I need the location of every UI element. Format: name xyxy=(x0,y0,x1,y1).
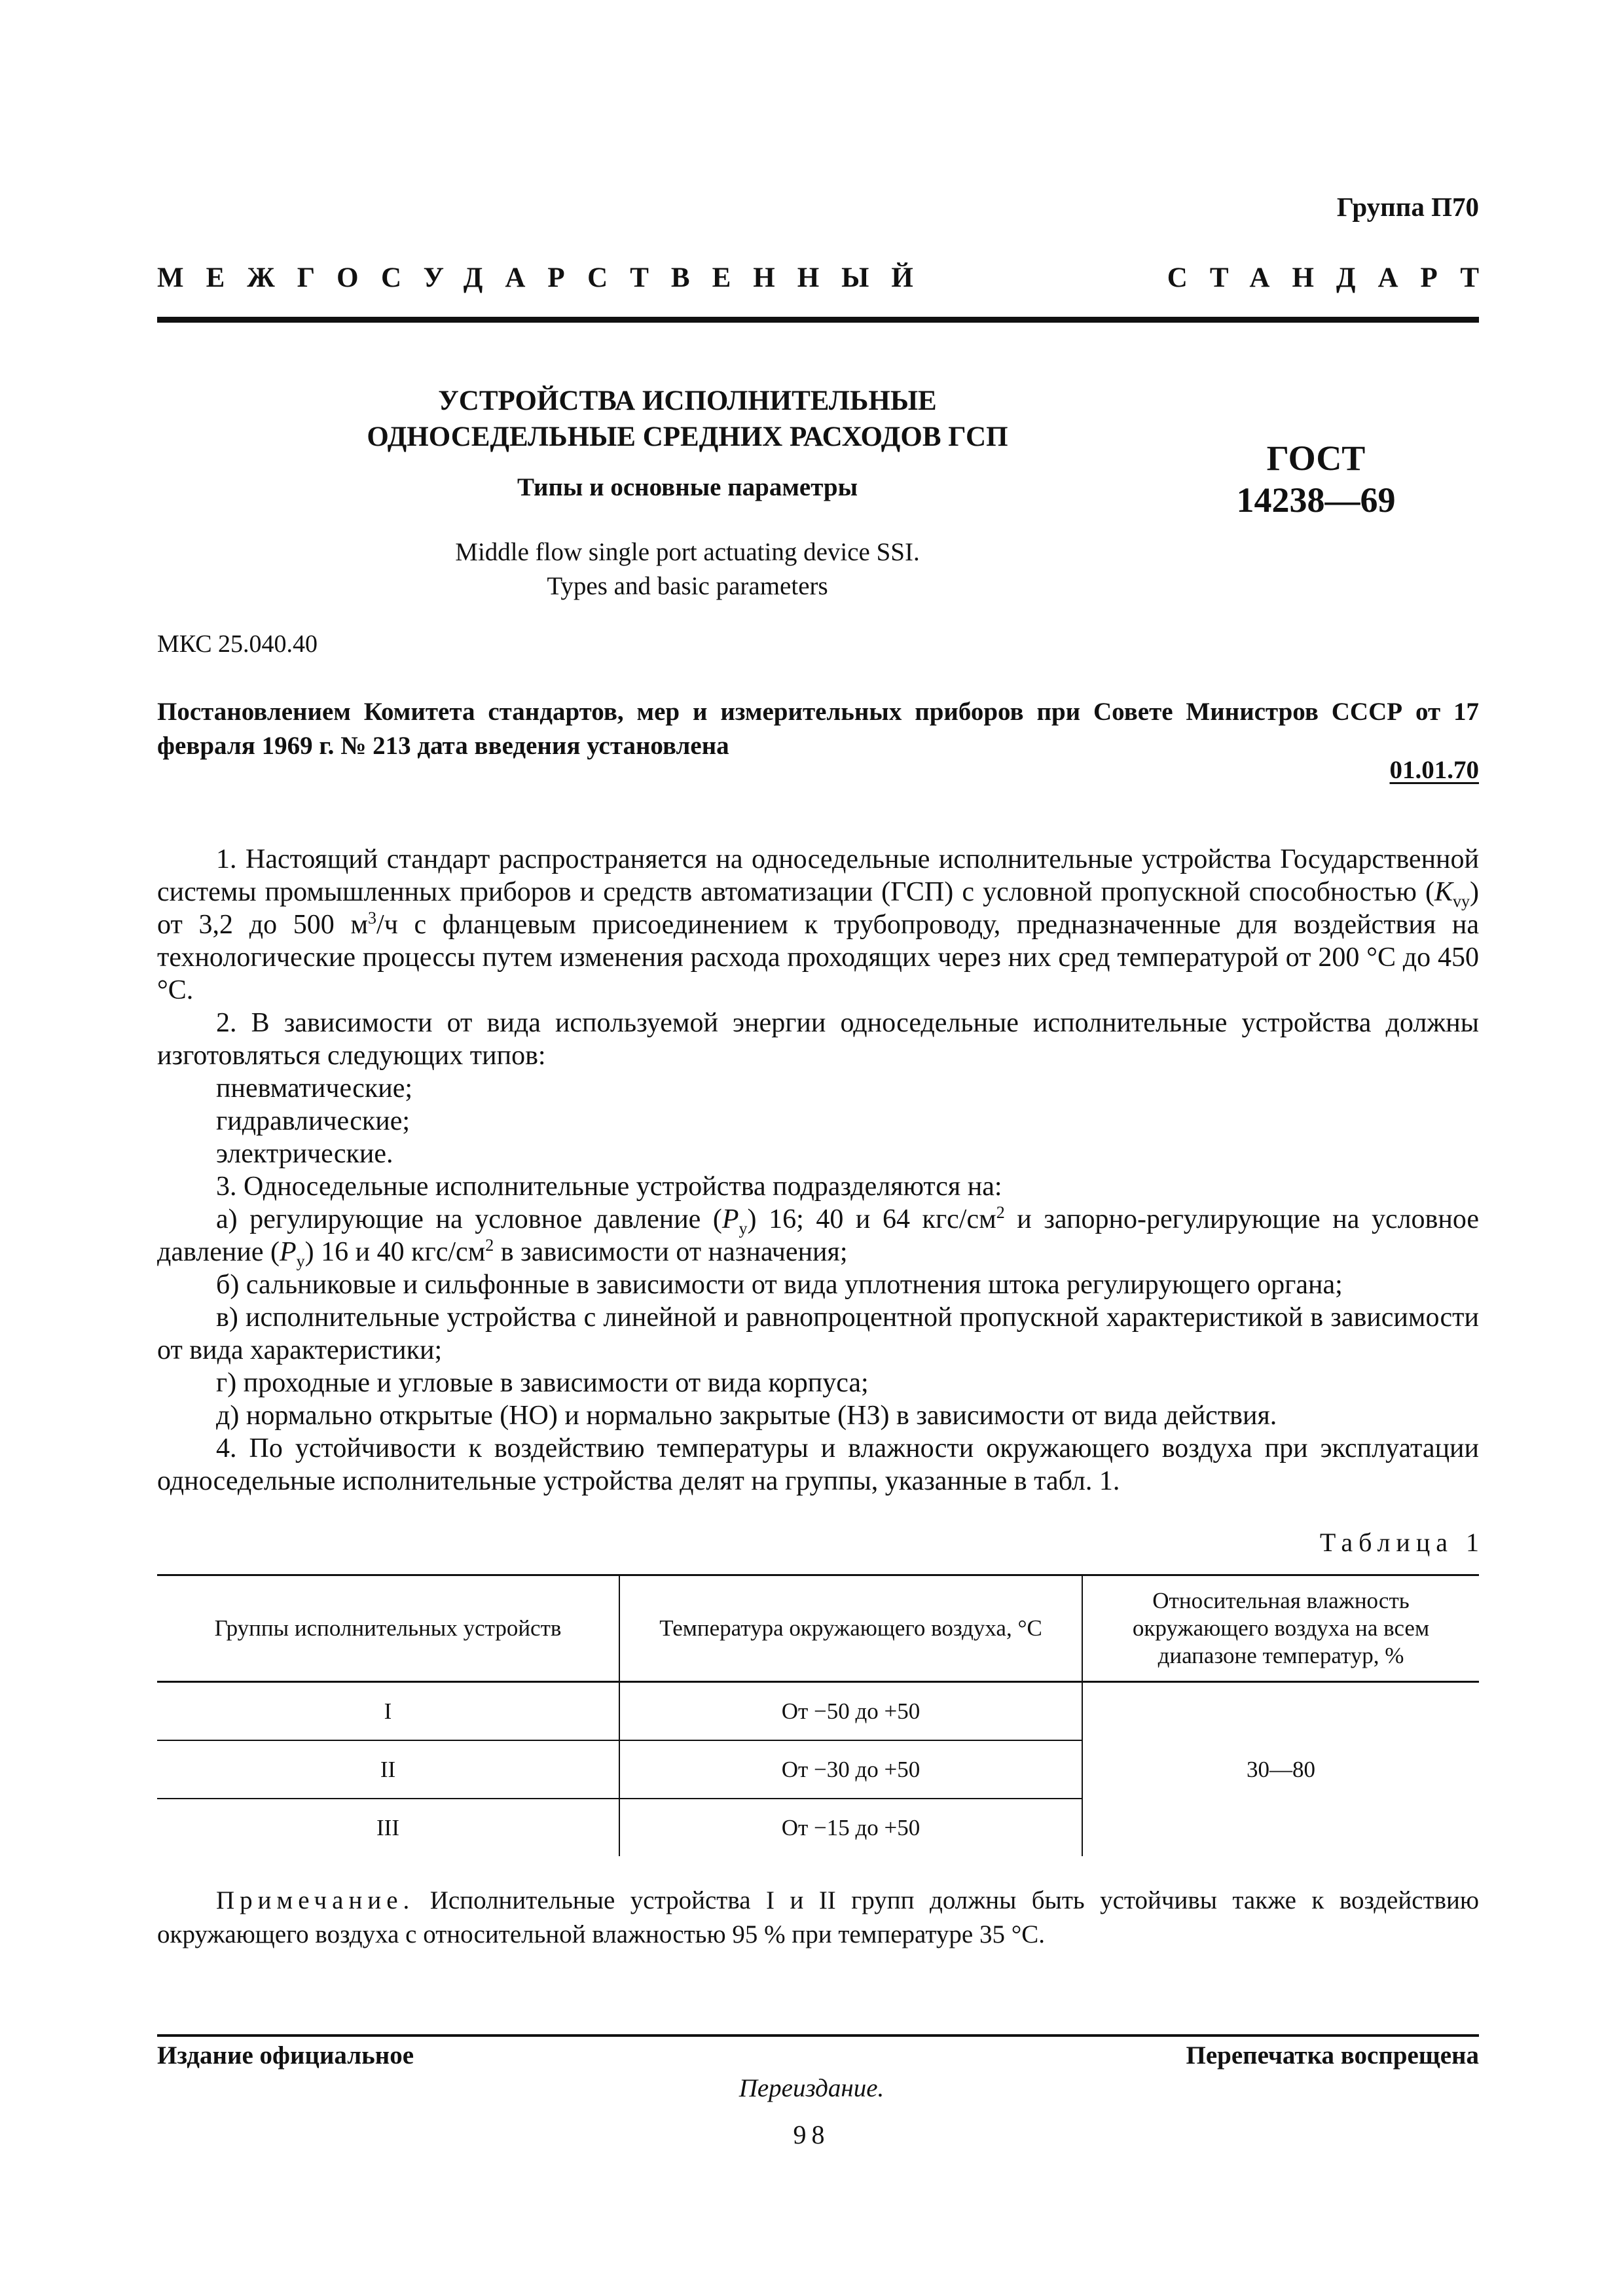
note-text: Исполнительные устройства I и II групп должны быть устойчивы также к воздействию окружающего воздуха с относительной влажностью 95 % при температуре 35 °С. xyxy=(157,1886,1479,1948)
document-subtitle: Типы и основные параметры xyxy=(517,473,858,501)
type-item: гидравлические; xyxy=(216,1106,410,1136)
cell-group: II xyxy=(157,1740,619,1799)
page-number: 98 xyxy=(793,2120,830,2149)
english-title-line-1: Middle flow single port actuating device SSI. xyxy=(455,538,920,566)
header-humidity: Относительная влажность окружающего воздуха на всем диапазоне температур, % xyxy=(1082,1575,1479,1682)
type-item: пневматические; xyxy=(216,1073,413,1103)
table-row xyxy=(157,1682,1479,1741)
title-line-2: ОДНОСЕДЕЛЬНЫЕ СРЕДНИХ РАСХОДОВ ГСП xyxy=(367,422,1008,452)
cell-group: I xyxy=(157,1682,619,1741)
paragraph-2: 2. В зависимости от вида используемой энергии односедельные исполнительные устройства должны изготовляться следующих типов: xyxy=(157,1008,1479,1071)
cell-temperature: От −30 до +50 xyxy=(619,1740,1082,1799)
mks-code: МКС 25.040.40 xyxy=(157,630,318,658)
table-caption: Таблица 1 xyxy=(1319,1528,1485,1557)
header-divider xyxy=(157,317,1479,323)
paragraph-3: 3. Односедельные исполнительные устройства подразделяются на: xyxy=(216,1172,1002,1202)
english-title-line-2: Types and basic parameters xyxy=(547,572,828,600)
reissue-label: Переиздание. xyxy=(739,2074,884,2102)
gost-label: ГОСТ xyxy=(1266,439,1366,478)
header-temperature: Температура окружающего воздуха, °С xyxy=(619,1575,1082,1682)
table-1 xyxy=(157,1574,1479,1856)
table-note xyxy=(157,1884,1479,1952)
gost-number xyxy=(1152,437,1480,521)
document-title xyxy=(249,383,1126,455)
cell-temperature: От −15 до +50 xyxy=(619,1799,1082,1856)
decree-text: Постановлением Комитета стандартов, мер и измерительных приборов при Совете Министров СССР от 17 февраля 1969 г. № 213 дата введения установлена xyxy=(157,698,1479,760)
cell-group: III xyxy=(157,1799,619,1856)
note-label: Примечание. xyxy=(216,1886,415,1914)
paragraph-3e: д) нормально открытые (НО) и нормально закрытые (НЗ) в зависимости от вида действия. xyxy=(216,1401,1277,1431)
standard-type-left: МЕЖГОСУДАРСТВЕННЫЙ xyxy=(157,262,936,293)
gost-code: 14238—69 xyxy=(1236,480,1396,520)
type-item: электрические. xyxy=(216,1139,393,1169)
english-title xyxy=(249,535,1126,603)
footer-divider xyxy=(157,2034,1479,2037)
official-edition: Издание официальное xyxy=(157,2041,414,2070)
paragraph-3d: г) проходные и угловые в зависимости от вида корпуса; xyxy=(216,1368,869,1398)
header-groups: Группы исполнительных устройств xyxy=(157,1575,619,1682)
standard-type-right: СТАНДАРТ xyxy=(1167,262,1501,293)
paragraph-3a: а) регулирующие на условное давление $(P_y)$ 16; 40 и 64 кгс/$см^2$ и запорно-регулирующие на условное давление $(P_y)$ 16 и 40 кгс/$см^2$ в зависимости от назначения; xyxy=(157,1203,1480,1271)
cell-humidity: 30—80 xyxy=(1247,1756,1315,1782)
paragraph-4: 4. По устойчивости к воздействию температуры и влажности окружающего воздуха при эксплуатации односедельные исполнительные устройства делят на группы, указанные в табл. 1. xyxy=(157,1433,1479,1496)
paragraph-1: 1. Настоящий стандарт распространяется на односедельные исполнительные устройства Государственной системы промышленных приборов и средств автоматизации (ГСП) с условной пропускной способностью $(K_{vy})$ от 3,2 до 500 $м^3/ч$ с фланцевым присоединением к трубопроводу, предназначенные для воздействия на технологические процессы путем изменения расхода проходящих через них сред температурой от 200 °С до 450 °С. xyxy=(157,844,1479,1005)
group-label: Группа П70 xyxy=(1336,192,1479,222)
document-body xyxy=(157,843,1479,1498)
introduction-date: 01.01.70 xyxy=(1389,756,1479,784)
paragraph-3b: б) сальниковые и сильфонные в зависимости от вида уплотнения штока регулирующего органа; xyxy=(216,1270,1343,1300)
paragraph-3c: в) исполнительные устройства с линейной и равнопроцентной пропускной характеристикой в зависимости от вида характеристики; xyxy=(157,1302,1479,1365)
cell-temperature: От −50 до +50 xyxy=(619,1682,1082,1741)
table-header-row xyxy=(157,1575,1479,1682)
reprint-prohibited: Перепечатка воспрещена xyxy=(1186,2041,1479,2070)
title-line-1: УСТРОЙСТВА ИСПОЛНИТЕЛЬНЫЕ xyxy=(438,386,937,416)
